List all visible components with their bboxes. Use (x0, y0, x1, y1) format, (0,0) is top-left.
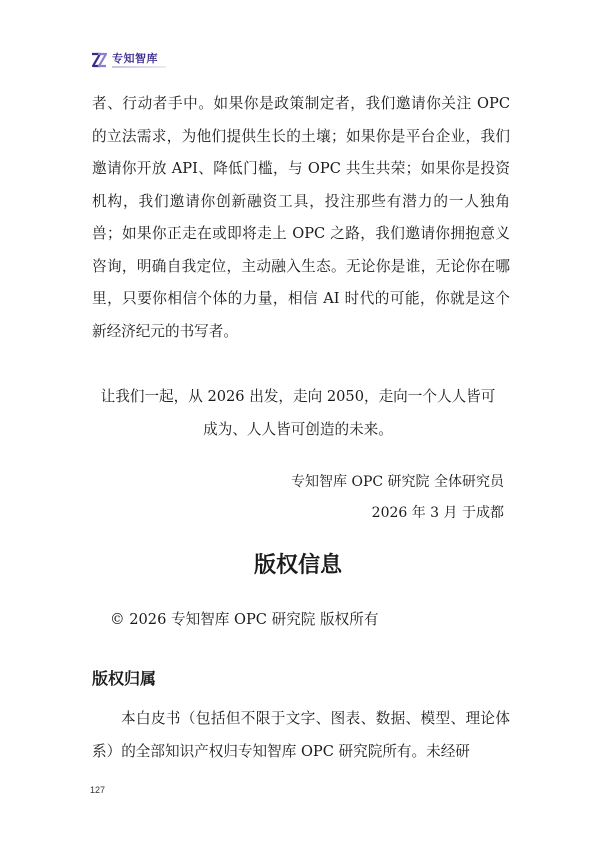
signature-date: 2026 年 3 月 于成都 (371, 505, 504, 521)
body-paragraph: 者、行动者手中。如果你是政策制定者，我们邀请你关注 OPC 的立法需求，为他们提供生长的土壤；如果你是平台企业，我们邀请你开放 API、降低门槛，与 OPC 共生共荣；如果你是投资机构，我们邀请你创新融资工具，投注那些有潜力的一人独角兽；如果你正走在或即将走上 OPC 之路，我们邀请你拥抱意义咨询，明确自我定位，主动融入生态。无论你是谁，无论你在哪里，只要你相信个体的力量，相信 AI 时代的可能，你就是这个新经济纪元的书写者。 (92, 95, 510, 340)
logo-title: 专知智库 (112, 51, 158, 65)
signature-author: 专知智库 OPC 研究院 全体研究员 (291, 474, 504, 490)
subsection-heading: 版权归属 (92, 669, 157, 688)
brand-logo (90, 52, 166, 68)
copyright-statement: © 2026 专知智库 OPC 研究院 版权所有 (110, 611, 379, 628)
logo-mark-icon (90, 52, 108, 68)
ownership-paragraph: 本白皮书（包括但不限于文字、图表、数据、模型、理论体系）的全部知识产权归专知智库 OPC 研究院所有。未经研 (92, 710, 510, 760)
closing-line-2: 成为、人人皆可创造的未来。 (203, 420, 393, 438)
closing-line-1: 让我们一起，从 2026 出发，走向 2050，走向一个人人皆可 (100, 388, 496, 405)
logo-subtext (112, 66, 166, 68)
page-number: 127 (90, 785, 106, 795)
section-title: 版权信息 (253, 553, 342, 578)
closing-statement (92, 381, 504, 446)
